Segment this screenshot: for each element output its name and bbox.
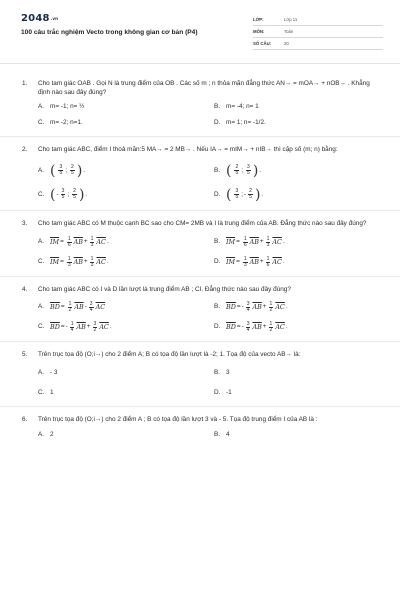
question-3 <box>0 220 400 268</box>
numerator: 3 <box>247 164 250 171</box>
option-label: C. <box>38 323 45 331</box>
denominator: 5 <box>235 194 239 201</box>
numerator: 1 <box>243 255 247 262</box>
option-label: A. <box>38 430 45 438</box>
vector: $\overline{BD}$ <box>50 323 60 332</box>
question-number: 5. <box>22 351 28 359</box>
denominator: 4 <box>246 307 250 314</box>
pair-expression: ( $\frac{3}{5}$ ; - $\frac{2}{5}$ ) . <box>226 186 264 203</box>
denominator: 5 <box>61 194 65 201</box>
option-d[interactable] <box>214 188 374 202</box>
sign: + <box>262 323 267 331</box>
question-text: Cho tam giác ABC có M thuộc cạnh BC sao cho CM= 2MB và I là trung điểm của AB. Đẳng thức nào sau đây đúng? <box>38 219 367 227</box>
vector-equation: $\overline{IM}$ = $\frac{1}{3}$ $\overline{AB}$ + $\frac{1}{3}$ $\overline{AC}$ . <box>50 255 109 268</box>
question-text: Trên trục tọa độ (O;i→) cho 2 điểm A ; B có tọa độ lần lượt 3 và - 5. Tọa độ trung điểm I của AB là : <box>38 415 318 423</box>
meta-value: Lớp 11 <box>284 16 298 22</box>
meta-table <box>253 14 383 50</box>
option-a[interactable] <box>38 430 214 439</box>
sign: - <box>56 190 59 198</box>
question-6 <box>0 416 400 440</box>
meta-row-class <box>253 14 383 26</box>
option-a[interactable] <box>38 164 214 178</box>
numerator: 3 <box>89 301 93 308</box>
denominator: 2 <box>93 327 97 334</box>
numerator: 1 <box>68 301 72 308</box>
logo-text: 2048 <box>21 13 50 24</box>
numerator: 2 <box>71 164 74 171</box>
denominator: 5 <box>235 170 239 177</box>
option-label: C. <box>38 389 45 397</box>
option-label: C. <box>38 190 45 198</box>
numerator: 1 <box>70 321 74 328</box>
question-text: Cho tam giác ABC, điểm I thoả mãn:5 MA→ = 2 MB→ . Nếu IA→ = mIM→ + nIB→ thì cặp số (m; n) bằng: <box>38 146 338 154</box>
vector: $\overline{BD}$ <box>50 303 60 312</box>
option-label: A. <box>38 369 45 377</box>
denominator: 2 <box>269 307 273 314</box>
sign: + <box>86 323 91 331</box>
numerator: 1 <box>90 255 94 262</box>
denominator: 3 <box>243 261 247 268</box>
vector-equation: $\overline{BD}$ = - $\frac{1}{4}$ $\overline{AB}$ + $\frac{3}{2}$ $\overline{AC}$ . <box>50 321 112 334</box>
option-label: A. <box>38 103 45 111</box>
option-label: D. <box>214 323 221 331</box>
option-b[interactable] <box>214 164 374 178</box>
numerator: 3 <box>235 188 239 195</box>
option-label: A. <box>38 303 45 311</box>
option-label: A. <box>38 237 45 245</box>
denominator: 5 <box>71 170 74 177</box>
question-2 <box>0 146 400 202</box>
numerator: 1 <box>243 235 247 242</box>
question-text: Cho tam giác ABC có I và D lần lượt là trung điểm AB ; CI. Đẳng thức nào sau đây đúng? <box>38 285 291 293</box>
option-a[interactable] <box>38 369 214 378</box>
option-c[interactable] <box>38 188 214 202</box>
option-label: D. <box>214 389 221 397</box>
option-b[interactable] <box>214 302 374 313</box>
numerator: 2 <box>235 164 239 171</box>
divider <box>0 276 400 277</box>
option-text: 3 <box>226 369 230 377</box>
option-d[interactable] <box>214 257 374 268</box>
option-label: B. <box>214 303 221 311</box>
numerator: 3 <box>93 321 97 328</box>
divider <box>0 406 400 407</box>
denominator: 6 <box>243 241 247 248</box>
option-c[interactable] <box>38 257 214 268</box>
question-number: 3. <box>22 219 28 227</box>
question-list <box>0 80 400 439</box>
option-text: - 3 <box>50 369 58 377</box>
option-a[interactable] <box>38 302 214 313</box>
numerator: 1 <box>90 235 94 242</box>
question-text: Trên trục tọa độ (O;i→) cho 2 điểm A; B có tọa độ lần lượt là -2; 1. Tọa độ của vecto AB→ là: <box>38 351 301 359</box>
denominator: 4 <box>89 307 93 314</box>
question-5 <box>0 351 400 398</box>
pair-expression: ( - $\frac{3}{5}$ ; $\frac{2}{5}$ ) . <box>50 186 88 203</box>
vector: $\overline{AB}$ <box>73 257 83 266</box>
sign: + <box>83 257 88 265</box>
option-label: D. <box>214 257 221 265</box>
denominator: 2 <box>68 307 72 314</box>
meta-key: SỐ CÂU: <box>253 40 272 46</box>
question-4 <box>0 286 400 334</box>
option-text: m= -2; n=1. <box>50 119 83 127</box>
vector: $\overline{AB}$ <box>76 323 86 332</box>
question-1 <box>0 80 400 128</box>
header-divider <box>0 63 400 64</box>
option-b[interactable] <box>214 369 374 378</box>
option-b[interactable] <box>214 237 374 248</box>
option-d[interactable] <box>214 119 374 128</box>
numerator: 3 <box>246 321 250 328</box>
option-c[interactable] <box>38 389 214 398</box>
option-text: m= -4; n= 1 <box>226 103 259 111</box>
sign: - <box>241 323 244 331</box>
vector: $\overline{AC}$ <box>96 257 106 266</box>
option-label: A. <box>38 166 45 174</box>
vector: $\overline{IM}$ <box>226 257 236 266</box>
denominator: 6 <box>67 241 71 248</box>
vector: $\overline{AC}$ <box>272 257 282 266</box>
meta-row-count <box>253 38 383 50</box>
meta-row-subject <box>253 26 383 38</box>
option-text: m= 1; n= -1/2. <box>226 119 266 127</box>
numerator: 1 <box>67 255 71 262</box>
option-label: C. <box>38 257 45 265</box>
option-label: B. <box>214 103 221 111</box>
question-text: Cho tam giác OAB . Gọi N là trung điểm của OB . Các số m ; n thỏa mãn đẳng thức AN→ = mOA→ + nOB→ . Khẳng định nào sau đây đúng? <box>38 80 370 96</box>
question-number: 6. <box>22 415 28 423</box>
question-number: 2. <box>22 146 28 154</box>
denominator: 6 <box>266 261 270 268</box>
vector: $\overline{AC}$ <box>95 303 106 312</box>
denominator: 4 <box>246 327 250 334</box>
vector-equation: $\overline{IM}$ = $\frac{1}{3}$ $\overline{AB}$ + $\frac{1}{6}$ $\overline{AC}$ . <box>226 255 285 268</box>
meta-value: 20 <box>284 40 289 46</box>
meta-value: Toán <box>284 28 294 34</box>
numerator: 2 <box>73 188 76 195</box>
denominator: 5 <box>73 194 76 201</box>
vector-equation: $\overline{IM}$ = $\frac{1}{6}$ $\overline{AB}$ + $\frac{1}{3}$ $\overline{AC}$ . <box>226 235 285 248</box>
denominator: 3 <box>67 261 71 268</box>
denominator: 4 <box>70 327 74 334</box>
numerator: 2 <box>249 188 252 195</box>
numerator: 1 <box>67 235 71 242</box>
sign: - <box>65 323 68 331</box>
vector-equation: $\overline{BD}$ = - $\frac{3}{4}$ $\overline{AB}$ + $\frac{1}{2}$ $\overline{AC}$ . <box>226 321 288 334</box>
option-label: B. <box>214 237 221 245</box>
vector: $\overline{AC}$ <box>96 237 106 246</box>
vector-equation: $\overline{BD}$ = - $\frac{3}{4}$ $\overline{AB}$ + $\frac{1}{2}$ $\overline{AC}$ . <box>226 301 288 314</box>
option-c[interactable] <box>38 119 214 128</box>
question-number: 1. <box>22 80 28 87</box>
denominator: 3 <box>266 241 270 248</box>
logo-suffix: .vn <box>50 16 59 21</box>
sign: + <box>83 237 88 245</box>
divider <box>0 210 400 211</box>
option-label: C. <box>38 119 45 127</box>
vector: $\overline{AC}$ <box>275 323 285 332</box>
vector: $\overline{IM}$ <box>50 237 60 246</box>
site-logo[interactable] <box>21 12 58 26</box>
denominator: 3 <box>90 261 94 268</box>
option-text: -1 <box>226 389 232 397</box>
denominator: 3 <box>90 241 94 248</box>
vector: $\overline{BD}$ <box>226 323 236 332</box>
vector: $\overline{AB}$ <box>74 303 84 312</box>
vector: $\overline{AB}$ <box>73 237 83 246</box>
meta-key: MÔN: <box>253 28 265 34</box>
pair-expression: ( $\frac{3}{5}$ ; $\frac{2}{5}$ ) . <box>50 162 86 179</box>
option-a[interactable] <box>38 237 214 248</box>
vector: $\overline{AB}$ <box>252 323 262 332</box>
vector: $\overline{IM}$ <box>50 257 60 266</box>
vector: $\overline{BD}$ <box>226 303 236 312</box>
sign: - <box>244 190 247 198</box>
option-label: B. <box>214 430 221 438</box>
option-label: D. <box>214 190 221 198</box>
option-d[interactable] <box>214 322 374 333</box>
vector: $\overline{AB}$ <box>249 257 259 266</box>
denominator: 5 <box>249 194 252 201</box>
option-label: D. <box>214 119 221 127</box>
option-label: B. <box>214 166 221 174</box>
option-a[interactable] <box>38 103 214 112</box>
option-d[interactable] <box>214 389 374 398</box>
vector: $\overline{AC}$ <box>272 237 282 246</box>
vector: $\overline{AC}$ <box>99 323 109 332</box>
sign: + <box>259 257 264 265</box>
numerator: 3 <box>61 188 65 195</box>
sign: + <box>259 237 264 245</box>
option-b[interactable] <box>214 430 374 439</box>
vector: $\overline{AB}$ <box>252 303 262 312</box>
vector: $\overline{AB}$ <box>249 237 259 246</box>
divider <box>0 341 400 342</box>
meta-key: LỚP: <box>253 16 264 22</box>
denominator: 5 <box>247 170 250 177</box>
vector-equation: $\overline{IM}$ = $\frac{1}{6}$ $\overline{AB}$ + $\frac{1}{3}$ $\overline{AC}$ . <box>50 235 109 248</box>
numerator: 3 <box>59 164 63 171</box>
vector: $\overline{AC}$ <box>275 303 285 312</box>
denominator: 2 <box>269 327 273 334</box>
numerator: 1 <box>269 301 273 308</box>
pair-expression: ( $\frac{2}{5}$ ; $\frac{3}{5}$ ) . <box>226 162 262 179</box>
option-label: B. <box>214 369 221 377</box>
numerator: 1 <box>269 321 273 328</box>
option-b[interactable] <box>214 103 374 112</box>
numerator: 1 <box>266 255 270 262</box>
option-text: 2 <box>50 430 54 438</box>
sign: - <box>241 303 244 311</box>
sign: + <box>262 303 267 311</box>
divider <box>0 136 400 137</box>
denominator: 5 <box>59 170 63 177</box>
vector-equation: $\overline{BD}$ = $\frac{1}{2}$ $\overline{AB}$ - $\frac{3}{4}$ $\overline{AC}$ <box>50 301 106 314</box>
sign: - <box>84 303 87 311</box>
option-text: 4 <box>226 430 230 438</box>
question-number: 4. <box>22 285 28 293</box>
numerator: 3 <box>246 301 250 308</box>
numerator: 1 <box>266 235 270 242</box>
page-title: 100 câu trắc nghiệm Vecto trong không gian cơ bản (P4) <box>21 29 198 36</box>
option-text: m= -1; n= ½ <box>50 103 85 111</box>
option-text: 1 <box>50 389 54 397</box>
vector: $\overline{IM}$ <box>226 237 236 246</box>
option-c[interactable] <box>38 322 214 333</box>
